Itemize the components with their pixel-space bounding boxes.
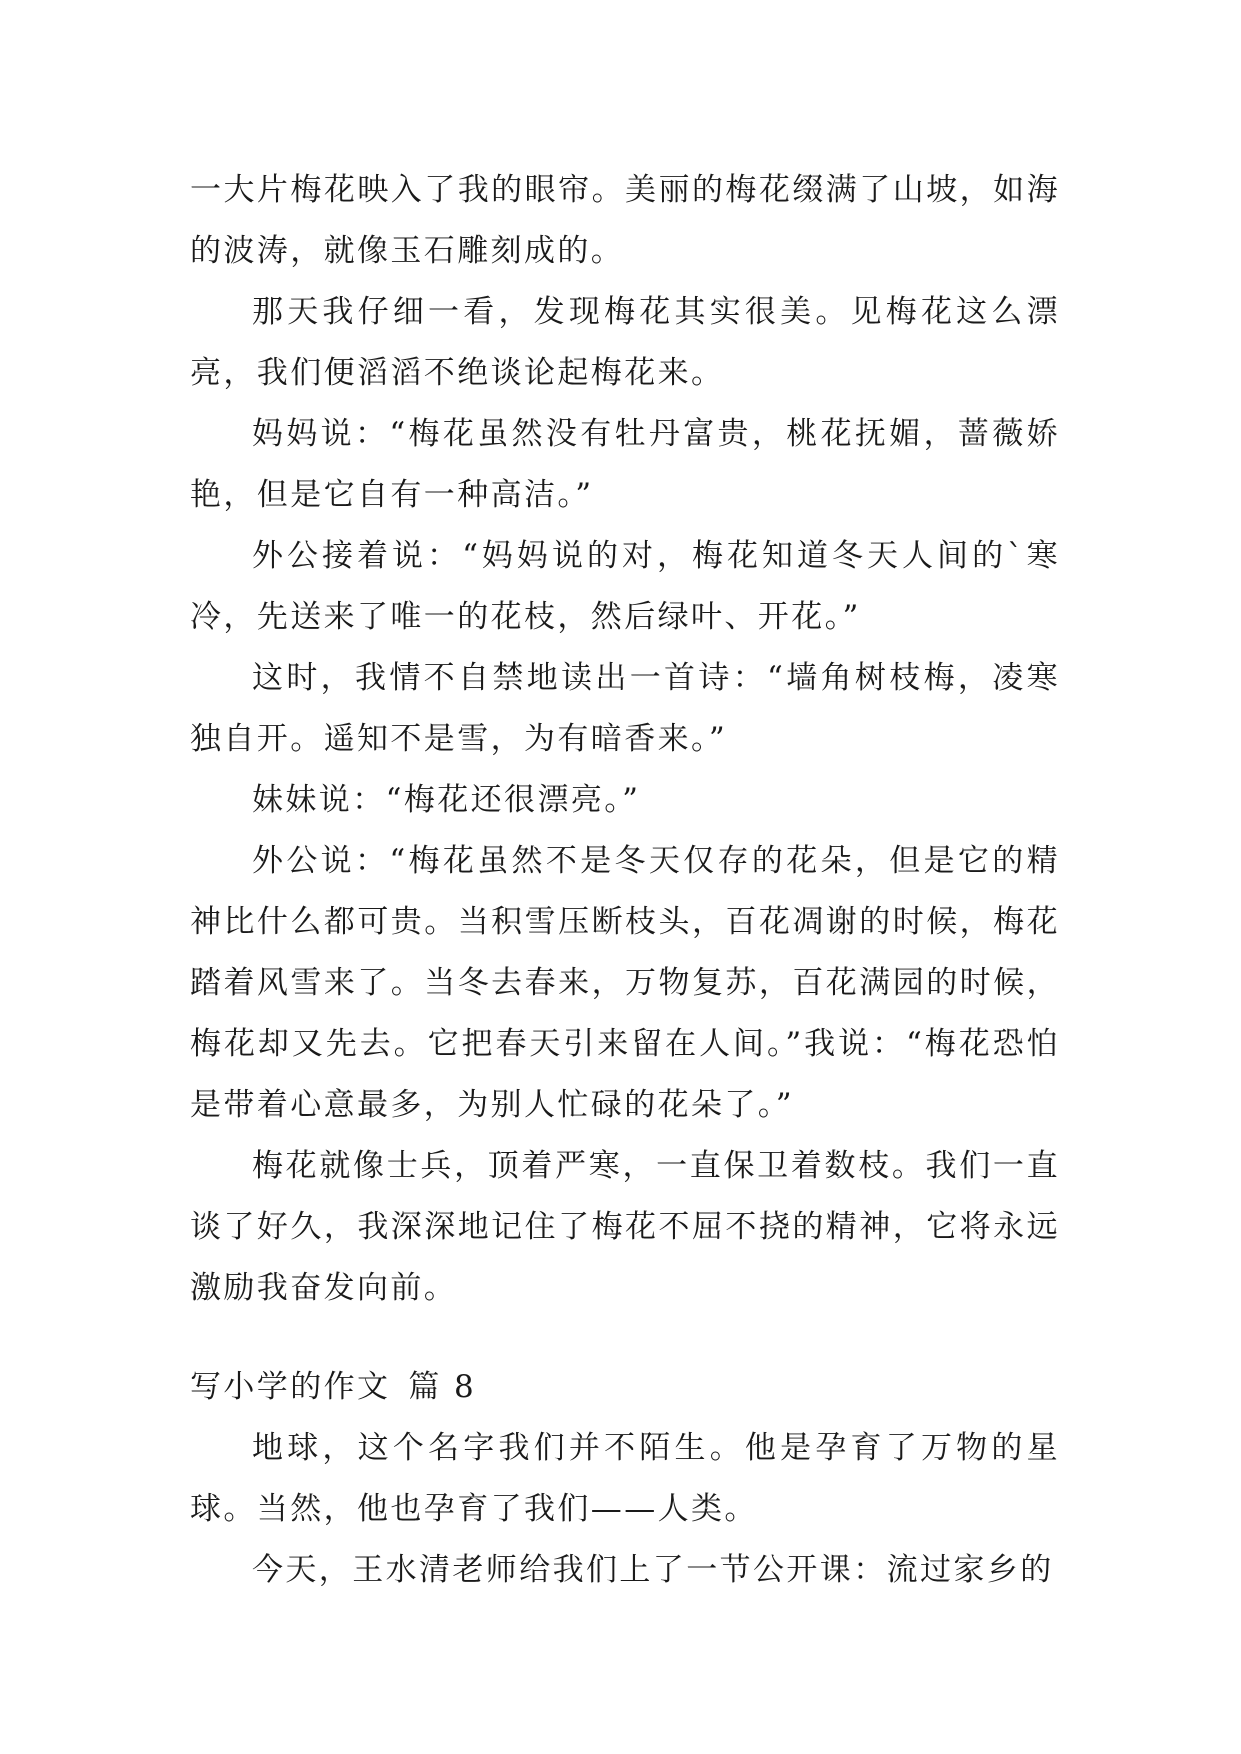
- paragraph: 梅花就像士兵，顶着严寒，一直保卫着数枝。我们一直谈了好久，我深深地记住了梅花不屈不挠的精神，它将永远激励我奋发向前。: [190, 1148, 1060, 1306]
- section-title-text: 写小学的作文: [190, 1369, 391, 1405]
- section-number: 篇 8: [408, 1369, 477, 1405]
- paragraph: 妈妈说：“梅花虽然没有牡丹富贵，桃花抚媚，蔷薇娇艳，但是它自有一种高洁。”: [190, 416, 1060, 513]
- paragraph: 那天我仔细一看，发现梅花其实很美。见梅花这么漂亮，我们便滔滔不绝谈论起梅花来。: [190, 294, 1060, 391]
- document-page: [190, 160, 1060, 1601]
- paragraph: 妹妹说：“梅花还很漂亮。”: [252, 782, 641, 818]
- paragraph: 今天，王水清老师给我们上了一节公开课：流过家乡的: [252, 1552, 1054, 1588]
- paragraph: 外公接着说：“妈妈说的对，梅花知道冬天人间的`寒冷，先送来了唯一的花枝，然后绿叶、开花。”: [190, 538, 1060, 635]
- section-heading: [190, 1357, 1060, 1418]
- paragraph: 这时，我情不自禁地读出一首诗：“墙角树枝梅，凌寒独自开。遥知不是雪，为有暗香来。”: [190, 660, 1060, 757]
- paragraph: 地球，这个名字我们并不陌生。他是孕育了万物的星球。当然，他也孕育了我们——人类。: [190, 1430, 1060, 1527]
- paragraph: 外公说：“梅花虽然不是冬天仅存的花朵，但是它的精神比什么都可贵。当积雪压断枝头，百花凋谢的时候，梅花踏着风雪来了。当冬去春来，万物复苏，百花满园的时候，梅花却又先去。它把春天引来留在人间。”我说：“梅花恐怕是带着心意最多，为别人忙碌的花朵了。”: [190, 843, 1060, 1123]
- paragraph: 一大片梅花映入了我的眼帘。美丽的梅花缀满了山坡，如海的波涛，就像玉石雕刻成的。: [190, 172, 1060, 269]
